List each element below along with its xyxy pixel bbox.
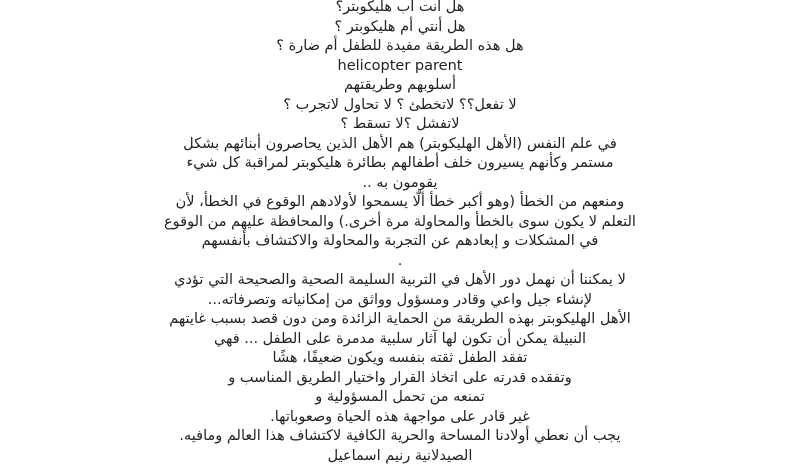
separator-dot: . bbox=[397, 252, 403, 269]
paragraph-line: يقومون به .. bbox=[362, 174, 438, 191]
question-line-mother: هل أنتي أم هليكوبتر ؟ bbox=[334, 18, 466, 35]
paragraph-line: تفقد الطفل ثقته بنفسه ويكون ضعيفًا، هشًا bbox=[272, 350, 528, 366]
paragraph-line: لا يمكننا أن نهمل دور الأهل في التربية السليمة الصحية والصحيحة التي تؤدي bbox=[174, 272, 626, 288]
paragraph-line: وتفقده قدرته على اتخاذ القرار واختيار الطريق المناسب و bbox=[228, 369, 572, 386]
paragraph-line: التعلم لا يكون سوى بالخطأ والمحاولة مرة أخرى.) والمحافظة عليهم من الوقوع bbox=[164, 213, 636, 230]
dont-do-line: لا تفعل؟؟ لاتخطئ ؟ لا تحاول لاتجرب ؟ bbox=[283, 96, 517, 113]
author-signature: الصيدلانية رنيم اسماعيل bbox=[327, 447, 473, 464]
style-line: أسلوبهم وطريقتهم bbox=[343, 77, 457, 93]
conclusion-line: يجب أن نعطي أولادنا المساحة والحرية الكافية لاكتشاف هذا العالم ومافيه. bbox=[179, 428, 621, 444]
paragraph-line: في علم النفس (الأهل الهليكوبتر) هم الأهل الذين يحاصرون أبنائهم بشكل bbox=[183, 135, 617, 152]
question-line-useful: هل هذه الطريقة مفيدة للطفل أم ضارة ؟ bbox=[276, 38, 524, 54]
paragraph-line: تمنعه من تحمل المسؤولية و bbox=[315, 389, 485, 405]
paragraph-line: ومنعهم من الخطأ (وهو أكبر خطأ ألّا يسمحوا لأولادهم الوقوع في الخطأ، لأن bbox=[175, 194, 625, 210]
paragraph-line: غير قادر على مواجهة هذه الحياة وصعوباتها. bbox=[270, 408, 530, 425]
paragraph-line: في المشكلات و إبعادهم عن التجربة والمحاولة والاكتشاف بأنفسهم bbox=[201, 233, 599, 249]
english-term-line: helicopter parent bbox=[337, 57, 463, 74]
question-line-father: هل أنت أب هليكوبتر؟ bbox=[335, 0, 465, 15]
dont-fail-line: لاتفشل ؟لا تسقط ؟ bbox=[340, 116, 460, 132]
paragraph-line: النبيلة يمكن أن تكون لها آثار سلبية مدمرة على الطفل ... فهي bbox=[213, 330, 587, 347]
paragraph-line: الأهل الهليكوبتر بهذه الطريقة من الحماية الزائدة ومن دون قصد بسبب غايتهم bbox=[169, 311, 631, 327]
paragraph-line: لإنشاء جيل واعي وقادر ومسؤول وواثق من إمكانياته وتصرفاته... bbox=[207, 291, 593, 308]
paragraph-line: مستمر وكأنهم يسيرون خلف أطفالهم بطائرة هليكوبتر لمراقبة كل شيء bbox=[186, 155, 614, 171]
